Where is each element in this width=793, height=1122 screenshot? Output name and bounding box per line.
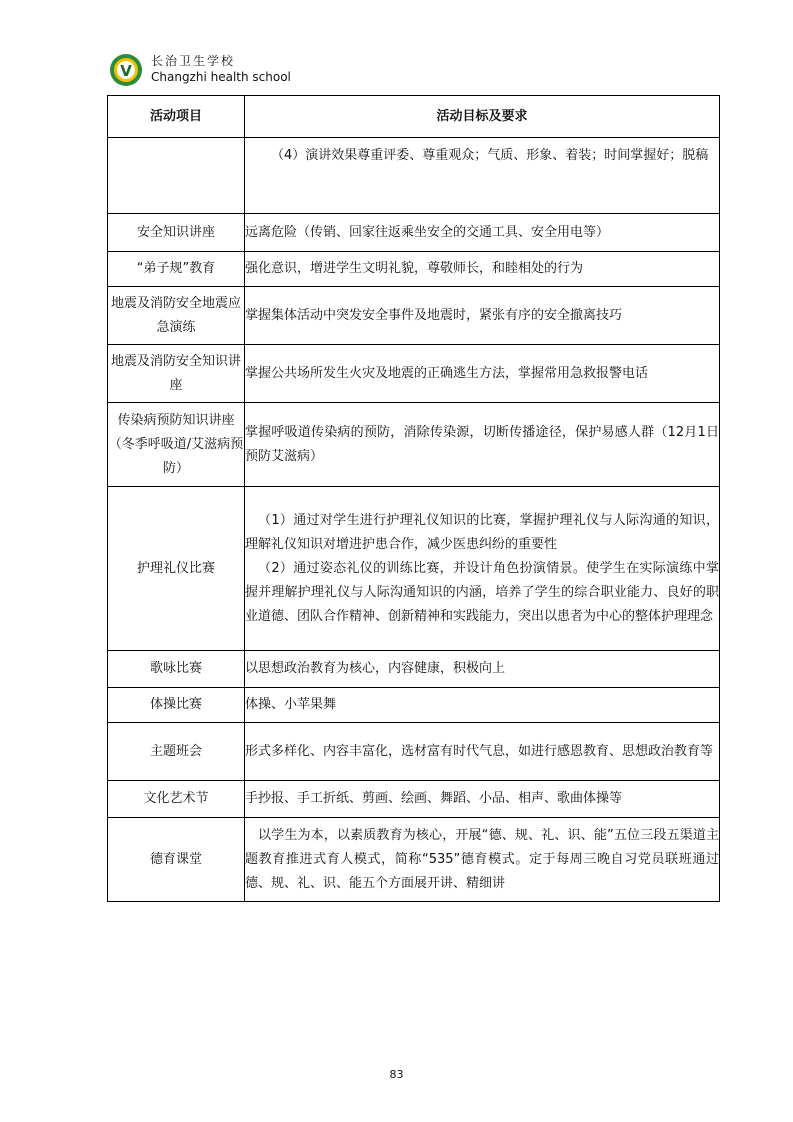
row-goal: 掌握集体活动中突发安全事件及地震时，紧张有序的安全撤离技巧 [245, 287, 720, 345]
row-goal: （4）演讲效果尊重评委、尊重观众；气质、形象、着装；时间掌握好；脱稿 [245, 138, 720, 214]
table-row [108, 403, 720, 487]
table-row [108, 252, 720, 287]
svg-text:V: V [120, 62, 132, 80]
school-name-en: Changzhi health school [151, 70, 291, 84]
header-goal: 活动目标及要求 [245, 96, 720, 138]
activity-table [107, 95, 720, 902]
row-item: 歌咏比赛 [108, 651, 245, 688]
table-row [108, 214, 720, 252]
row-goal: 以学生为本，以素质教育为核心，开展“德、规、礼、识、能”五位三段五渠道主题教育推进式育人模式，简称“535”德育模式。定于每周三晚自习党员联班通过德、规、礼、识、能五个方面展开讲、精细讲 [245, 818, 720, 902]
page-number: 83 [389, 1068, 404, 1081]
row-item: 护理礼仪比赛 [108, 487, 245, 651]
table-row [108, 287, 720, 345]
table-row [108, 781, 720, 818]
school-logo [109, 53, 143, 87]
row-goal: 强化意识，增进学生文明礼貌，尊敬师长，和睦相处的行为 [245, 252, 720, 287]
row-item: 文化艺术节 [108, 781, 245, 818]
row-item: 地震及消防安全知识讲座 [108, 345, 245, 403]
row-goal: 远离危险（传销、回家往返乘坐安全的交通工具、安全用电等） [245, 214, 720, 252]
row-goal: 手抄报、手工折纸、剪画、绘画、舞蹈、小品、相声、歌曲体操等 [245, 781, 720, 818]
row-item [108, 138, 245, 214]
row-item: 传染病预防知识讲座（冬季呼吸道/艾滋病预防） [108, 403, 245, 487]
row-item: 安全知识讲座 [108, 214, 245, 252]
page-header [109, 48, 719, 94]
row-goal: 以思想政治教育为核心，内容健康，积极向上 [245, 651, 720, 688]
table-row [108, 345, 720, 403]
row-item: 体操比赛 [108, 688, 245, 723]
header-item: 活动项目 [108, 96, 245, 138]
row-goal: 体操、小苹果舞 [245, 688, 720, 723]
table-header-row [108, 96, 720, 138]
row-goal: 掌握公共场所发生火灾及地震的正确逃生方法，掌握常用急救报警电话 [245, 345, 720, 403]
row-goal: 形式多样化、内容丰富化，选材富有时代气息，如进行感恩教育、思想政治教育等 [245, 723, 720, 781]
table-row [108, 688, 720, 723]
row-item: 德育课堂 [108, 818, 245, 902]
table-row [108, 651, 720, 688]
row-item: 主题班会 [108, 723, 245, 781]
row-goal: 掌握呼吸道传染病的预防，消除传染源，切断传播途径，保护易感人群（12月1日预防艾滋病） [245, 403, 720, 487]
table-row [108, 138, 720, 214]
row-item: “弟子规”教育 [108, 252, 245, 287]
table-row [108, 723, 720, 781]
table-row [108, 487, 720, 651]
row-item: 地震及消防安全地震应急演练 [108, 287, 245, 345]
table-row [108, 818, 720, 902]
school-name-cn: 长治卫生学校 [151, 54, 236, 68]
row-goal: （1）通过对学生进行护理礼仪知识的比赛，掌握护理礼仪与人际沟通的知识，理解礼仪知识对增进护患合作，减少医患纠纷的重要性 （2）通过姿态礼仪的训练比赛，并设计角色扮演情景。使学生在实际演练中掌握并理解护理礼仪与人际沟通知识的内涵，培养了学生的综合职业能力、良好的职业道德、团队合作精神、创新精神和实践能力，突出以患者为中心的整体护理理念 [245, 487, 720, 651]
